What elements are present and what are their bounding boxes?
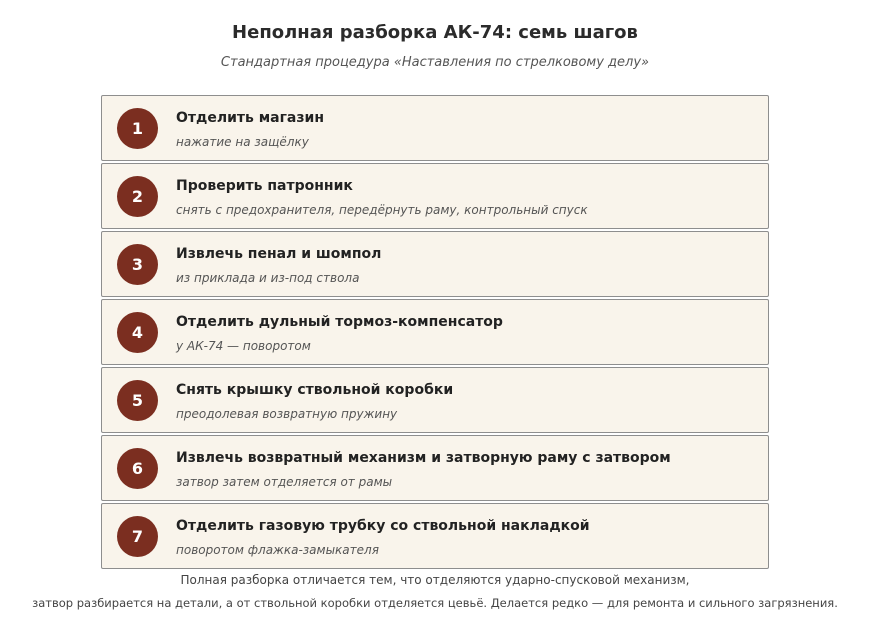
step-heading: Отделить магазин — [176, 110, 324, 126]
step-card-1 — [101, 95, 769, 161]
step-heading: Снять крышку ствольной коробки — [176, 382, 454, 398]
step-heading: Извлечь пенал и шомпол — [176, 246, 382, 262]
step-note: снять с предохранителя, передёрнуть раму, контрольный спуск — [176, 203, 588, 217]
step-card-6 — [101, 435, 769, 501]
step-note: из приклада и из-под ствола — [176, 271, 360, 285]
step-card-2 — [101, 163, 769, 229]
step-note: у АК-74 — поворотом — [176, 339, 311, 353]
step-heading: Отделить газовую трубку со ствольной накладкой — [176, 518, 590, 534]
step-number-badge: 1 — [117, 108, 158, 149]
step-heading: Проверить патронник — [176, 178, 353, 194]
footer-note-line-1: Полная разборка отличается тем, что отделяются ударно-спусковой механизм, — [180, 573, 690, 587]
footer-note-line-2: затвор разбирается на детали, а от ствольной коробки отделяется цевьё. Делается редко — для ремонта и сильного загрязнения. — [32, 596, 838, 610]
step-note: поворотом флажка-замыкателя — [176, 543, 379, 557]
diagram-title: Неполная разборка АК-74: семь шагов — [232, 22, 638, 43]
step-number-badge: 6 — [117, 448, 158, 489]
step-card-5 — [101, 367, 769, 433]
step-card-4 — [101, 299, 769, 365]
step-number-badge: 5 — [117, 380, 158, 421]
step-note: преодолевая возвратную пружину — [176, 407, 398, 421]
step-heading: Извлечь возвратный механизм и затворную раму с затвором — [176, 450, 671, 466]
diagram-subtitle: Стандартная процедура «Наставления по стрелковому делу» — [220, 55, 650, 70]
step-card-7 — [101, 503, 769, 569]
step-card-3 — [101, 231, 769, 297]
step-number-badge: 2 — [117, 176, 158, 217]
step-number-badge: 4 — [117, 312, 158, 353]
step-note: затвор затем отделяется от рамы — [176, 475, 393, 489]
step-heading: Отделить дульный тормоз-компенсатор — [176, 314, 503, 330]
step-number-badge: 3 — [117, 244, 158, 285]
steps-list — [101, 95, 769, 571]
step-note: нажатие на защёлку — [176, 135, 309, 149]
step-number-badge: 7 — [117, 516, 158, 557]
